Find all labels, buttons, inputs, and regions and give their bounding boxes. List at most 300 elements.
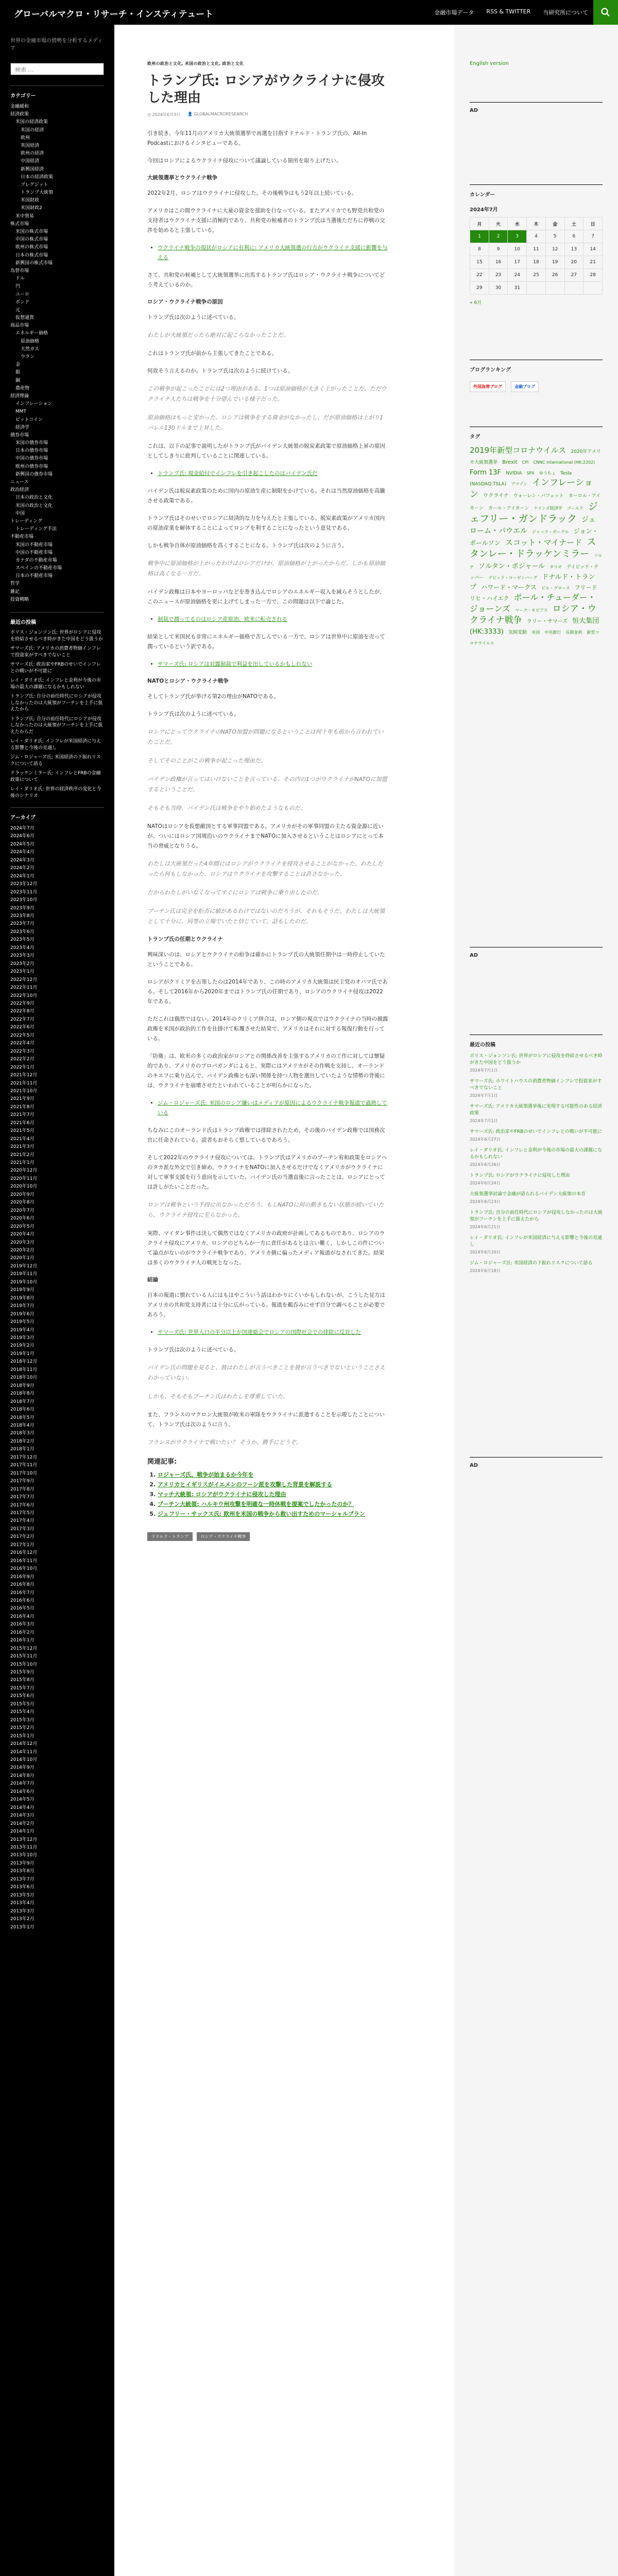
article-link[interactable]: サマーズ氏: ロシアは対露制裁で利益を出しているかもしれない	[158, 661, 313, 667]
category-link[interactable]: ポンド	[15, 299, 30, 305]
tag-cloud	[470, 445, 603, 648]
recent-post-link[interactable]: レイ・ダリオ氏: 世界の経済秩序の変化と今後のシナリオ	[10, 787, 101, 799]
tag-link[interactable]: ウォーレン・バフェット	[513, 493, 564, 499]
category-link[interactable]: 経済政策	[10, 112, 29, 117]
archive-link[interactable]: 2021年5月	[10, 1128, 35, 1134]
tag-link[interactable]: 米国	[531, 630, 540, 635]
archive-link[interactable]: 2020年8月	[10, 1200, 35, 1206]
category-link[interactable]: 銅	[15, 378, 21, 383]
category-link[interactable]: 米国の株式市場	[15, 229, 48, 234]
archive-link[interactable]: 2023年12月	[10, 882, 38, 887]
archive-link[interactable]: 2020年10月	[10, 1184, 38, 1190]
category-link[interactable]: 日本の債券市場	[15, 448, 48, 454]
archive-link[interactable]: 2016年10月	[10, 1566, 38, 1572]
category-link[interactable]: MMT	[15, 409, 27, 415]
tag-link[interactable]: ジャック・ボーグル	[532, 530, 569, 535]
archive-link[interactable]: 2023年2月	[10, 961, 35, 967]
archive-link[interactable]: 2020年3月	[10, 1240, 35, 1245]
recent-post-link[interactable]: ボリス・ジョンソン氏: 世界がロシアに侵攻を終結させるべき時がきた中国をどう扱うか	[10, 630, 104, 642]
archive-link[interactable]: 2014年9月	[10, 1765, 35, 1771]
archive-link[interactable]: 2018年2月	[10, 1438, 35, 1444]
archive-link[interactable]: 2014年6月	[10, 1789, 35, 1794]
archive-link[interactable]: 2015年8月	[10, 1677, 35, 1683]
archive-link[interactable]: 2013年4月	[10, 1901, 35, 1906]
tag-link[interactable]: デビッド・ローゼンバーグ	[488, 575, 538, 580]
archive-link[interactable]: 2018年11月	[10, 1367, 38, 1372]
category-link[interactable]: 中国の債券市場	[15, 456, 48, 462]
category-link[interactable]: 天然ガス	[21, 346, 40, 352]
category-link[interactable]: 中国	[15, 511, 25, 516]
category-link[interactable]: 米国財政	[21, 198, 40, 204]
archive-link[interactable]: 2016年4月	[10, 1614, 35, 1619]
archive-link[interactable]: 2018年7月	[10, 1399, 35, 1404]
recent-post-link[interactable]: サマーズ氏: ホワイトハウスの消費者物価インフレで投資家がすべきでないこと	[470, 1079, 602, 1091]
archive-link[interactable]: 2017年10月	[10, 1470, 38, 1476]
archive-link[interactable]: 2016年8月	[10, 1582, 35, 1588]
archive-link[interactable]: 2019年7月	[10, 1303, 35, 1309]
recent-post-link[interactable]: トランプ氏: 自分の前任時代にロシアが侵攻しなかったのは大統領がフーチンを上手に扱えたから	[10, 694, 103, 712]
archive-link[interactable]: 2016年6月	[10, 1598, 35, 1603]
category-link[interactable]: ウラン	[21, 354, 35, 360]
related-link[interactable]: ロジャーズ氏、戦争が始まるか今年を	[158, 1471, 254, 1478]
archive-link[interactable]: 2023年11月	[10, 889, 38, 895]
archive-link[interactable]: 2016年2月	[10, 1630, 35, 1635]
category-link[interactable]: 米国財政2	[21, 206, 42, 211]
category-link[interactable]: トランプ大統領	[21, 190, 54, 196]
category-link[interactable]: 雑記	[10, 589, 20, 595]
archive-link[interactable]: 2017年4月	[10, 1518, 35, 1524]
archive-link[interactable]: 2015年9月	[10, 1670, 35, 1675]
archive-link[interactable]: 2014年11月	[10, 1749, 38, 1755]
archive-link[interactable]: 2016年3月	[10, 1622, 35, 1628]
category-link[interactable]: 英国経済	[21, 143, 40, 148]
category-link[interactable]: 日本の不動産市場	[15, 573, 53, 579]
archive-link[interactable]: 2015年11月	[10, 1654, 38, 1659]
archive-link[interactable]: 2019年3月	[10, 1335, 35, 1341]
recent-post-link[interactable]: ボリス・ジョンソン氏: 世界がロシアに侵攻を終結させるべき時がきた中国をどう扱うか	[470, 1054, 603, 1065]
category-link[interactable]: 銀	[15, 370, 21, 376]
tag-link[interactable]: ソルナ	[470, 553, 603, 569]
tag-link[interactable]: 2020年アメリカ大統領選挙	[470, 449, 601, 465]
calendar-day[interactable]: 3	[508, 230, 527, 243]
archive-link[interactable]: 2014年12月	[10, 1741, 38, 1747]
category-link[interactable]: 米国の不動産市場	[15, 542, 53, 548]
category-link[interactable]: 欧州	[21, 135, 30, 141]
archive-link[interactable]: 2023年6月	[10, 929, 35, 935]
category-link[interactable]: 投資戦略	[10, 597, 29, 602]
tag-link[interactable]: CPI	[522, 460, 529, 465]
tag-link[interactable]: CNNC International (HK:2202)	[533, 460, 595, 465]
category-link[interactable]: 原油価格	[21, 338, 40, 344]
archive-link[interactable]: 2018年9月	[10, 1383, 35, 1388]
site-title[interactable]: グローバルマクロ・リサーチ・インスティテュート	[14, 9, 214, 20]
category-link[interactable]: 米国の債券市場	[15, 440, 48, 446]
tag-link[interactable]: 気候変動	[508, 630, 527, 636]
archive-link[interactable]: 2014年5月	[10, 1797, 35, 1803]
archive-link[interactable]: 2013年6月	[10, 1885, 35, 1890]
archive-link[interactable]: 2013年2月	[10, 1917, 35, 1922]
archive-link[interactable]: 2016年5月	[10, 1606, 35, 1612]
tag-link[interactable]: ジェローム・パウエル	[470, 516, 596, 536]
archive-link[interactable]: 2014年3月	[10, 1813, 35, 1819]
archive-link[interactable]: 2017年12月	[10, 1454, 38, 1460]
archive-link[interactable]: 2020年2月	[10, 1248, 35, 1253]
category-link[interactable]: 米国の政治と文化	[15, 503, 53, 509]
tag-link[interactable]: ビル・グロース	[541, 586, 570, 591]
category-link[interactable]: 株式市場	[10, 221, 29, 227]
archive-link[interactable]: 2018年6月	[10, 1407, 35, 1413]
archive-link[interactable]: 2014年4月	[10, 1805, 35, 1810]
archive-link[interactable]: 2024年2月	[10, 866, 35, 871]
archive-link[interactable]: 2013年11月	[10, 1845, 38, 1850]
recent-post-link[interactable]: 大統領選挙討論で金融が語られるバイデン大統領の本音	[470, 1192, 586, 1197]
category-link[interactable]: 新興国の株式市場	[15, 260, 53, 266]
article-date[interactable]: ◷ 2024年6月3日	[147, 112, 181, 117]
recent-post-link[interactable]: サマーズ氏: 政治家やFRBのせいでインフレとの戦いが不可能に	[10, 662, 101, 674]
tag-link[interactable]: ラリー・サマーズ	[526, 619, 568, 625]
tag-link[interactable]: Brexit	[502, 459, 518, 465]
archive-link[interactable]: 2021年2月	[10, 1152, 35, 1158]
archive-link[interactable]: 2023年5月	[10, 937, 35, 943]
archive-link[interactable]: 2022年8月	[10, 1009, 35, 1014]
category-link[interactable]: 債券市場	[10, 432, 29, 438]
english-version-link[interactable]: English version	[470, 61, 509, 66]
archive-link[interactable]: 2021年12月	[10, 1073, 38, 1078]
tag-link[interactable]: NVIDIA	[506, 470, 522, 476]
sidebar-search-input[interactable]: 検索 …	[10, 63, 104, 75]
archive-link[interactable]: 2021年7月	[10, 1112, 35, 1118]
tag-link[interactable]: マーク・モビアス	[514, 608, 548, 613]
tag-link[interactable]: カーロル・アイカーン	[470, 493, 600, 511]
tag-link[interactable]: スコット・マイナード	[505, 537, 582, 547]
archive-link[interactable]: 2013年1月	[10, 1924, 35, 1930]
archive-link[interactable]: 2021年9月	[10, 1096, 35, 1102]
archive-link[interactable]: 2021年4月	[10, 1136, 35, 1142]
article-link[interactable]: トランプ氏: 現金給付でインフレを引き起こしたのはバイデン氏だ	[158, 470, 318, 477]
tag-link[interactable]: フリードリヒ・ハイエク	[470, 584, 597, 602]
archive-link[interactable]: 2015年2月	[10, 1725, 35, 1731]
category-link[interactable]: 哲学	[10, 581, 20, 587]
archive-link[interactable]: 2017年6月	[10, 1502, 35, 1508]
archive-link[interactable]: 2013年10月	[10, 1853, 38, 1858]
calendar-prev-month-link[interactable]: « 6月	[470, 300, 482, 306]
tag-link[interactable]: Tesla (NASDAQ:TSLA)	[470, 470, 572, 487]
category-link[interactable]: 中国の不動産市場	[15, 550, 53, 555]
archive-link[interactable]: 2022年9月	[10, 1001, 35, 1006]
category-link[interactable]: 元	[15, 307, 21, 313]
tag-link[interactable]: ドナルド・トランプ	[470, 573, 595, 592]
archive-link[interactable]: 2023年3月	[10, 953, 35, 959]
tag-link[interactable]: 中央銀行	[544, 630, 561, 635]
nav-item-about[interactable]: 当研究所について	[543, 9, 588, 16]
archive-link[interactable]: 2014年2月	[10, 1821, 35, 1826]
archive-link[interactable]: 2020年5月	[10, 1224, 35, 1229]
archive-link[interactable]: 2023年10月	[10, 897, 38, 903]
article-link[interactable]: 制裁で潤ってるのはロシア産原油、欧米に転売される	[158, 616, 287, 622]
archive-link[interactable]: 2016年9月	[10, 1574, 35, 1580]
archive-link[interactable]: 2022年6月	[10, 1025, 35, 1030]
recent-post-link[interactable]: サマーズ氏: アメリカ大統領選挙後に実現する可能性のある経済政策	[470, 1104, 602, 1116]
tag-link[interactable]: ハワード・マークス	[481, 584, 537, 591]
recent-post-link[interactable]: サマーズ氏: アメリカの消費者物価インフレで投資家がすべきでないこと	[10, 646, 101, 658]
archive-link[interactable]: 2023年1月	[10, 969, 35, 975]
category-link[interactable]: 商品市場	[10, 323, 29, 329]
archive-link[interactable]: 2021年1月	[10, 1160, 35, 1166]
archive-link[interactable]: 2017年11月	[10, 1463, 38, 1468]
archive-link[interactable]: 2018年10月	[10, 1375, 38, 1381]
recent-post-link[interactable]: レイ・ダリオ氏: インフレと金利が今後の市場の最大の課題になるかもしれない	[10, 678, 101, 690]
archive-link[interactable]: 2021年3月	[10, 1144, 35, 1150]
archive-link[interactable]: 2022年11月	[10, 985, 38, 991]
category-link[interactable]: 中国経済	[21, 159, 40, 164]
tag-link[interactable]: ジョン・ポールソン	[470, 528, 598, 547]
archive-link[interactable]: 2023年9月	[10, 905, 35, 911]
article-author[interactable]: 👤 GLOBALMACRORESEARCH	[187, 112, 248, 116]
archive-link[interactable]: 2017年7月	[10, 1495, 35, 1500]
archive-link[interactable]: 2020年6月	[10, 1216, 35, 1222]
archive-link[interactable]: 2018年8月	[10, 1391, 35, 1397]
tag-link[interactable]: インフレーション	[470, 478, 593, 500]
archive-link[interactable]: 2017年3月	[10, 1526, 35, 1532]
tag-link[interactable]: ジェフリー・ガンドラック	[470, 500, 598, 525]
archive-link[interactable]: 2020年11月	[10, 1176, 38, 1181]
category-link[interactable]: 円	[15, 284, 21, 290]
tag-link[interactable]: 長期金利	[565, 630, 582, 635]
archive-link[interactable]: 2020年9月	[10, 1192, 35, 1197]
tag-link[interactable]: Form 13F	[470, 468, 501, 477]
archive-link[interactable]: 2015年6月	[10, 1693, 35, 1699]
category-link[interactable]: 米国の経済	[21, 127, 44, 133]
archive-link[interactable]: 2018年12月	[10, 1359, 38, 1365]
recent-post-link[interactable]: レイ・ダリオ氏: インフレと金利が今後の市場の最大の課題になるかもしれない	[470, 1148, 602, 1160]
archive-link[interactable]: 2023年8月	[10, 913, 35, 919]
archive-link[interactable]: 2014年1月	[10, 1829, 35, 1835]
archive-link[interactable]: 2022年3月	[10, 1048, 35, 1054]
category-link[interactable]: 日本の株式市場	[15, 252, 48, 258]
archive-link[interactable]: 2016年7月	[10, 1590, 35, 1596]
archive-link[interactable]: 2022年12月	[10, 977, 38, 982]
calendar-day[interactable]: 1	[470, 230, 489, 243]
category-link[interactable]: ブレグジット	[21, 182, 48, 188]
category-link[interactable]: 農産物	[15, 385, 30, 391]
archive-link[interactable]: 2013年7月	[10, 1876, 35, 1882]
archive-link[interactable]: 2015年10月	[10, 1662, 38, 1667]
archive-link[interactable]: 2013年3月	[10, 1908, 35, 1914]
category-link[interactable]: トレーディング	[10, 518, 43, 524]
archive-link[interactable]: 2013年5月	[10, 1892, 35, 1898]
archive-link[interactable]: 2017年5月	[10, 1510, 35, 1516]
archive-link[interactable]: 2024年1月	[10, 873, 35, 879]
category-link[interactable]: ニュース	[10, 480, 29, 485]
tag-link[interactable]: 新型コロナウイルス	[470, 630, 599, 646]
recent-post-link[interactable]: トランプ氏: 自分の前任時代にロシアが侵攻しなかったのは大統領がフーチンを上手に扱えたからだ	[10, 716, 103, 735]
tag-link[interactable]: ロシア・ウクライナ戦争	[470, 604, 596, 626]
archive-link[interactable]: 2019年1月	[10, 1351, 35, 1357]
archive-link[interactable]: 2017年2月	[10, 1534, 35, 1540]
category-link[interactable]: 欧州の経済	[21, 151, 44, 157]
archive-link[interactable]: 2019年5月	[10, 1319, 35, 1325]
category-link[interactable]: 新興国の債券市場	[15, 471, 53, 477]
related-link[interactable]: マッチ大統領: ロシアがウクライナに侵攻した理由	[158, 1491, 286, 1498]
archive-link[interactable]: 2019年12月	[10, 1263, 38, 1269]
archive-link[interactable]: 2019年8月	[10, 1295, 35, 1301]
archive-link[interactable]: 2019年10月	[10, 1279, 38, 1285]
archive-link[interactable]: 2022年10月	[10, 993, 38, 998]
category-link[interactable]: 経済理論	[10, 393, 29, 399]
recent-post-date: 2024年6月20日	[470, 1250, 501, 1255]
category-link[interactable]: インフレーション	[15, 401, 53, 407]
archive-link[interactable]: 2020年4月	[10, 1232, 35, 1238]
finance-blog-ranking-banner[interactable]: 金融ブログ	[511, 381, 539, 392]
category-link[interactable]: 仮想通貨	[15, 315, 35, 321]
archive-link[interactable]: 2023年4月	[10, 945, 35, 951]
article-link[interactable]: サマーズ氏: 世界人口の半分以上が国連総会でロシアの国際社会での排除に反対した	[158, 1329, 361, 1335]
category-link[interactable]: 不動産市場	[10, 534, 34, 540]
category-link[interactable]: 金融緩和	[10, 104, 29, 109]
archive-link[interactable]: 2022年4月	[10, 1041, 35, 1046]
archive-link[interactable]: 2015年4月	[10, 1709, 35, 1715]
nav-item-market-data[interactable]: 金融市場データ	[434, 9, 474, 16]
archive-link[interactable]: 2018年5月	[10, 1415, 35, 1420]
archive-link[interactable]: 2024年4月	[10, 850, 35, 855]
recent-post-link[interactable]: ジム・ロジャーズ氏: 米国経済の下振れリスクについて語る	[10, 755, 101, 767]
archive-link[interactable]: 2024年3月	[10, 857, 35, 863]
archive-link[interactable]: 2015年5月	[10, 1701, 35, 1707]
archive-link[interactable]: 2022年1月	[10, 1064, 35, 1070]
category-link[interactable]: ビットコイン	[15, 417, 43, 422]
tag-link[interactable]: ポール・チューダー・ジョーンズ	[470, 592, 596, 614]
tag-link[interactable]: ソルタン・ポジャール	[478, 562, 545, 570]
category-link[interactable]: 金	[15, 362, 21, 368]
related-link[interactable]: ジェフリー・サックス氏: 欧州を米国の戦争から救い出すためのマーシャルプラン	[158, 1511, 365, 1517]
category-link[interactable]: スペインの不動産市場	[15, 566, 62, 571]
nav-item-rss-twitter[interactable]: RSS & TWITTER	[486, 8, 531, 15]
archive-link[interactable]: 2022年7月	[10, 1016, 35, 1022]
recent-post-link[interactable]: サマーズ氏: 政治家やFRBのせいでインフレとの戦いが不可能に	[470, 1129, 602, 1134]
category-link[interactable]: 政治経済	[10, 487, 29, 493]
tag-link[interactable]: ゆうちょ	[539, 470, 556, 476]
category-link[interactable]: 中国の株式市場	[15, 237, 48, 243]
archive-link[interactable]: 2016年11月	[10, 1558, 38, 1564]
category-link[interactable]: カナダの不動産市場	[15, 557, 57, 563]
tag-link[interactable]: カール・アイカーン	[488, 505, 529, 511]
archive-link[interactable]: 2013年8月	[10, 1869, 35, 1874]
archive-link[interactable]: 2015年1月	[10, 1733, 35, 1739]
recent-post-link[interactable]: レイ・ダリオ氏: インフレが米国経済に与える影響と今後の見通し	[470, 1235, 602, 1247]
category-link[interactable]: 米中貿易	[15, 213, 35, 219]
category-link[interactable]: ドル	[15, 276, 25, 282]
recent-post-link[interactable]: ジム・ロジャーズ氏: 米国経済の下振れリスクについて語る	[470, 1261, 593, 1266]
archive-link[interactable]: 2019年6月	[10, 1311, 35, 1317]
archive-link[interactable]: 2020年7月	[10, 1208, 35, 1213]
archive-link[interactable]: 2021年6月	[10, 1120, 35, 1126]
tag-link[interactable]: 恒大集団 (HK:3333)	[470, 617, 599, 636]
tag-link[interactable]: ウクライナ	[483, 493, 509, 499]
category-link[interactable]: 米国の経済政策	[15, 120, 48, 125]
recent-post-link[interactable]: トランプ氏: 自分の前任時代にロシアが侵攻しなかったのは大統領がフーチンを上手に扱えたから	[470, 1210, 603, 1222]
archive-link[interactable]: 2018年1月	[10, 1447, 35, 1452]
archive-link[interactable]: 2018年4月	[10, 1422, 35, 1428]
article-link[interactable]: ジム・ロジャーズ氏: 米国のロシア嫌いはメディアが原因によるウクライナ戦争報道で過熱している	[158, 1100, 387, 1116]
archive-link[interactable]: 2019年11月	[10, 1272, 38, 1277]
archive-link[interactable]: 2017年9月	[10, 1479, 35, 1484]
tag-link[interactable]: SPX	[526, 470, 535, 476]
category-link[interactable]: エネルギー価格	[15, 331, 48, 336]
tag-link[interactable]: 2019年新型コロナウイルス	[470, 446, 566, 455]
calendar-day[interactable]: 2	[489, 230, 508, 243]
recent-post-link[interactable]: トランプ氏: ロシアがウクライナに侵攻した理由	[470, 1173, 570, 1178]
category-link[interactable]: ユーロ	[15, 292, 30, 297]
archive-link[interactable]: 2014年8月	[10, 1773, 35, 1778]
article-categories[interactable]: 欧州の政治と文化, 米国の政治と文化, 政治と文化	[147, 61, 244, 66]
tag-pill[interactable]: ロシア・ウクライナ戦争	[197, 1532, 250, 1541]
quote: しかも、そもそもプーチン氏はわたしを尊重していた。	[147, 1393, 289, 1400]
tag-link[interactable]: ゴールド	[566, 505, 583, 511]
archive-link[interactable]: 2020年12月	[10, 1168, 38, 1174]
category-link[interactable]: 経済学	[15, 425, 30, 430]
category-link[interactable]: トレーディング手法	[15, 527, 57, 532]
related-link[interactable]: プーチン大統領: ハルキウ州攻撃を明確な一時休戦を提案でしたかったのか？	[158, 1501, 354, 1507]
article-link[interactable]: ウクライナ戦争の現状がロシアに有利に: アメリカ大統領選の行方がウクライナ支援に影響を与える	[158, 245, 388, 261]
category-link[interactable]: 為替市場	[10, 268, 29, 274]
archive-link[interactable]: 2015年3月	[10, 1717, 35, 1723]
tag-link[interactable]: ダリオ	[550, 564, 562, 569]
archive-link[interactable]: 2022年2月	[10, 1057, 35, 1062]
search-toggle-button[interactable]	[593, 0, 618, 25]
archive-link[interactable]: 2018年3月	[10, 1431, 35, 1436]
archive-link[interactable]: 2021年11月	[10, 1080, 38, 1086]
related-item	[158, 1470, 388, 1480]
archive-link[interactable]: 2014年7月	[10, 1781, 35, 1787]
calendar-day: 14	[583, 243, 603, 256]
archive-link[interactable]: 2020年1月	[10, 1256, 35, 1261]
archive-link[interactable]: 2016年12月	[10, 1550, 38, 1556]
archive-link[interactable]: 2017年1月	[10, 1542, 35, 1548]
archive-link[interactable]: 2019年4月	[10, 1327, 35, 1333]
tag-pill[interactable]: ドナルド・トランプ	[147, 1532, 193, 1541]
tag-link[interactable]: アマゾン	[511, 482, 527, 487]
category-link[interactable]: 欧州の株式市場	[15, 245, 48, 250]
archive-link[interactable]: 2024年7月	[10, 826, 35, 831]
archive-link[interactable]: 2015年7月	[10, 1685, 35, 1691]
category-link[interactable]: 日本の政治と文化	[15, 495, 53, 501]
related-link[interactable]: アメリカとイギリスがイエメンのフーシ派を攻撃した背景を解説する	[158, 1481, 333, 1488]
tag-link[interactable]: デイビッド・テッパー	[470, 564, 599, 581]
forex-blog-ranking-banner[interactable]: 外国為替ブログ	[470, 381, 506, 392]
archive-link[interactable]: 2024年5月	[10, 841, 35, 847]
tag-link[interactable]: スタンレー・ドラッケンミラー	[470, 536, 596, 560]
archive-link[interactable]: 2021年10月	[10, 1088, 38, 1094]
archive-link[interactable]: 2015年12月	[10, 1646, 38, 1651]
archive-link[interactable]: 2013年9月	[10, 1860, 35, 1866]
archive-link[interactable]: 2013年12月	[10, 1837, 38, 1842]
archive-link[interactable]: 2017年8月	[10, 1486, 35, 1492]
category-link[interactable]: 日本の経済政策	[21, 174, 54, 180]
recent-post-link[interactable]: レイ・ダリオ氏: インフレが米国経済に与える影響と今後の見通し	[10, 739, 101, 751]
archive-link[interactable]: 2021年8月	[10, 1104, 35, 1110]
archive-link[interactable]: 2019年9月	[10, 1287, 35, 1293]
category-link[interactable]: 欧州の債券市場	[15, 464, 48, 469]
archive-link[interactable]: 2019年2月	[10, 1343, 35, 1349]
archive-link[interactable]: 2024年6月	[10, 834, 35, 839]
archive-link[interactable]: 2014年10月	[10, 1757, 38, 1763]
archive-link[interactable]: 2023年7月	[10, 921, 35, 927]
archive-link[interactable]: 2016年1月	[10, 1638, 35, 1643]
category-link[interactable]: 新興国経済	[21, 166, 44, 172]
tag-link[interactable]: ケインズ経済学	[534, 505, 562, 511]
archive-link[interactable]: 2022年5月	[10, 1032, 35, 1038]
recent-post-link[interactable]: ドラッケンミラー氏: インフレとFRBの金融政策について	[10, 771, 101, 783]
